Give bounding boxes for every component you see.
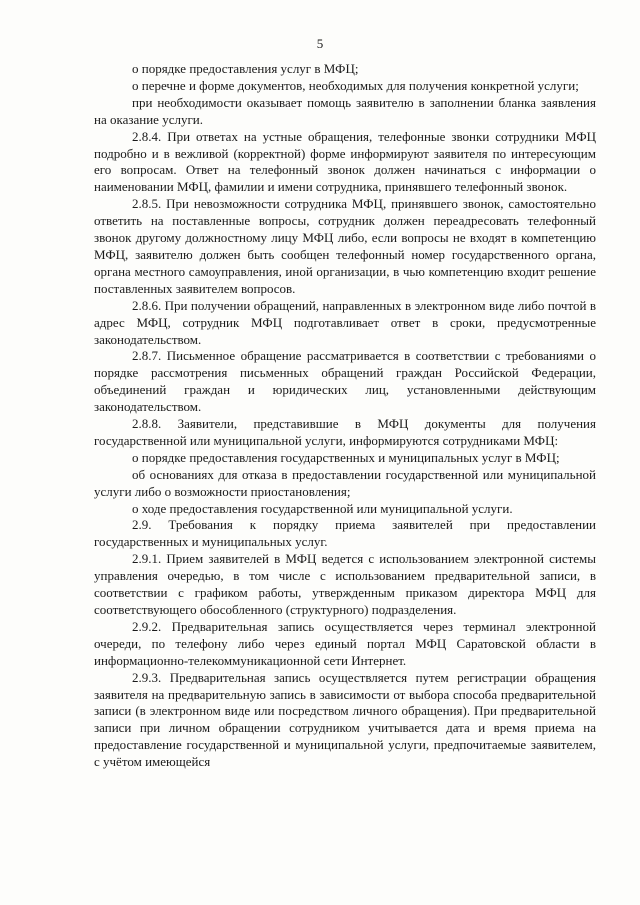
paragraph: при необходимости оказывает помощь заявителю в заполнении бланка заявления на оказание услуги. (94, 94, 596, 127)
paragraph: 2.9.3. Предварительная запись осуществляется путем регистрации обращения заявителя на предварительную запись в зависимости от выбора способа предварительной записи (в электронном виде или посредством личного обращения). При предварительной записи при личном обращении сотрудником учитывается дата и время приема на предоставление государственной и муниципальной услуги, предпочитаемые заявителем, с учётом имеющейся (94, 669, 596, 770)
paragraph: о порядке предоставления государственных и муниципальных услуг в МФЦ; (132, 449, 560, 465)
paragraph: об основаниях для отказа в предоставлении государственной или муниципальной услуги либо о возможности приостановления; (94, 466, 596, 499)
paragraph: 2.9.2. Предварительная запись осуществляется через терминал электронной очереди, по телефону либо через единый портал МФЦ Саратовской области в информационно-телекоммуникационной сети Интернет. (94, 618, 596, 668)
paragraph: о порядке предоставления услуг в МФЦ; (132, 61, 359, 76)
paragraph: о перечне и форме документов, необходимых для получения конкретной услуги; (132, 77, 579, 93)
paragraph: о ходе предоставления государственной или муниципальной услуги. (132, 500, 513, 516)
paragraph: 2.8.8. Заявители, представившие в МФЦ документы для получения государственной или муниципальной услуги, информируются сотрудниками МФЦ: (94, 416, 596, 448)
page-number: 5 (316, 36, 324, 51)
paragraph: 2.8.6. При получении обращений, направленных в электронном виде либо почтой в адрес МФЦ, сотрудник МФЦ подготавливает ответ в сроки, предусмотренные законодательством. (94, 297, 596, 347)
paragraph: 2.8.5. При невозможности сотрудника МФЦ, принявшего звонок, самостоятельно ответить на поставленные вопросы, сотрудник должен переадресовать телефонный звонок другому должностному лицу МФЦ либо, если вопросы не входят в компетенцию МФЦ, заявителю должен быть сообщен телефонный номер государственного органа, органа местного самоуправления, иной организации, в чью компетенцию входит решение поставленных заявителем вопросов. (94, 196, 596, 296)
paragraph: 2.9. Требования к порядку приема заявителей при предоставлении государственных и муниципальных услуг. (94, 517, 596, 550)
document-body (94, 61, 596, 771)
paragraph: 2.8.7. Письменное обращение рассматривается в соответствии с требованиями о порядке рассмотрения письменных обращений граждан Российской Федерации, объединений граждан и юридических лиц, установленными действующим законодательством. (94, 348, 596, 415)
paragraph: 2.8.4. При ответах на устные обращения, телефонные звонки сотрудники МФЦ подробно и в вежливой (корректной) форме информируют заявителя по интересующим его вопросам. Ответ на телефонный звонок должен начинаться с информации о наименовании МФЦ, фамилии и имени сотрудника, принявшего телефонный звонок. (94, 128, 596, 195)
paragraph: 2.9.1. Прием заявителей в МФЦ ведется с использованием электронной системы управления очередью, в том числе с использованием предварительной записи, в соответствии с графиком работы, утвержденным приказом директора МФЦ для соответствующего обособленного (структурного) подразделения. (94, 551, 596, 617)
